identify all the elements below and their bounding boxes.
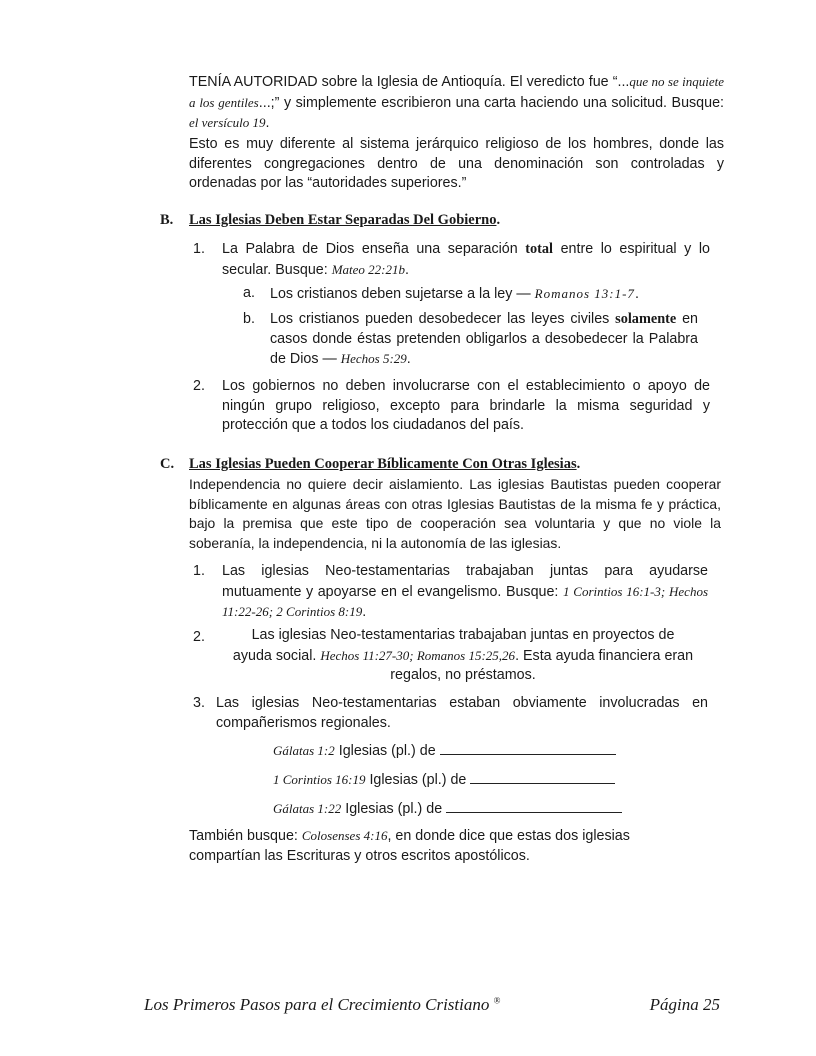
also-text: También busque: (189, 828, 302, 844)
intro-text: TENÍA AUTORIDAD sobre la Iglesia de Antioquía. El veredicto fue “... (189, 74, 630, 90)
section-c-title: Las Iglesias Pueden Cooperar Bíblicamente Con Otras Iglesias (189, 456, 577, 472)
section-b-item-1 (222, 240, 710, 280)
item-text-2: entre lo espiritual y lo secular. Busque: (222, 241, 710, 278)
period: . (634, 286, 639, 302)
fill-in-line-2 (273, 769, 615, 791)
section-c-intro: Independencia no quiere decir aislamiento. Las iglesias Bautistas pueden cooperar bíblicamente en algunas áreas con otras Iglesias Bautistas de la misma fe y práctica, bajo la premisa que este tipo de cooperación sea voluntaria y que no viole la soberanía, la independencia, ni la autonomía de las iglesias. (189, 476, 721, 551)
intro-verse-ref: el versículo 19 (189, 115, 266, 130)
section-c-item-1-number: 1. (193, 563, 205, 579)
footer-title-text: Los Primeros Pasos para el Crecimiento Cristiano (144, 995, 490, 1014)
verse-ref: Gálatas 1:2 (273, 743, 335, 758)
fill-blank[interactable] (470, 769, 615, 784)
sub-item-b (270, 310, 698, 370)
section-c-item-2 (232, 626, 694, 686)
sub-item-a (270, 284, 710, 305)
also-text-2: , en donde dice que estas dos iglesias compartían las Escrituras y otros escritos apostólicos. (189, 828, 630, 864)
section-c-item-2-number: 2. (193, 629, 205, 645)
sub-b-text-2: en casos donde éstas pretenden obligarlos a desobedecer la Palabra de Dios — (270, 311, 699, 367)
verse-ref: Colosenses 4:16 (301, 828, 388, 843)
intro-paragraph-1 (189, 72, 724, 134)
sub-b-text: Los cristianos pueden desobedecer las leyes civiles (270, 311, 616, 327)
footer-title (144, 995, 500, 1015)
section-c-item-3-number: 3. (193, 695, 205, 711)
section-b-heading (189, 211, 500, 230)
section-c-item-1 (222, 562, 708, 623)
section-b-title: Las Iglesias Deben Estar Separadas Del Gobierno (189, 212, 497, 228)
also-see-paragraph (189, 826, 681, 866)
verse-ref: Hechos 5:29 (340, 351, 407, 366)
section-b-item-2: Los gobiernos no deben involucrarse con el establecimiento o apoyo de ningún grupo religioso, excepto para brindarle la misma seguridad y protección que a todos los ciudadanos del país. (222, 378, 710, 433)
section-b-item-1-number: 1. (193, 241, 205, 257)
verse-ref: Romanos 13:1-7 (534, 286, 635, 301)
sub-b-letter: b. (243, 311, 255, 327)
fill-blank[interactable] (440, 740, 616, 755)
section-c-letter: C. (160, 456, 175, 472)
page-number: Página 25 (649, 995, 720, 1014)
item-text: Las iglesias Neo-testamentarias trabajaban juntas para ayudarse mutuamente y apoyarse en el evangelismo. Busque: (222, 563, 708, 600)
verse-ref: 1 Corintios 16:1-3; Hechos 11:22-26; 2 Corintios 8:19 (222, 583, 709, 619)
verse-ref: Mateo 22:21b (331, 261, 405, 277)
fill-label: Iglesias (pl.) de (341, 801, 447, 817)
registered-mark: ® (493, 995, 501, 1006)
verse-ref: Hechos 11:27-30; Romanos 15:25,26 (320, 647, 516, 663)
period: . (362, 604, 367, 620)
verse-ref: 1 Corintios 16:19 (273, 772, 366, 787)
intro-text-2: ...;” y simplemente escribieron una carta haciendo una solicitud. Busque: (258, 94, 724, 111)
section-c-heading (189, 455, 580, 474)
fill-in-line-1 (273, 740, 616, 762)
section-b-letter: B. (160, 212, 174, 228)
bold-word: solamente (615, 311, 677, 327)
fill-blank[interactable] (446, 798, 622, 813)
item-text: La Palabra de Dios enseña una separación (222, 241, 526, 257)
sub-a-text: Los cristianos deben sujetarse a la ley — (270, 286, 535, 302)
section-b-item-2-number: 2. (193, 378, 205, 394)
item-text-2: . Esta ayuda financiera eran regalos, no préstamos. (390, 647, 694, 683)
section-b-title-end: . (496, 212, 501, 228)
item-text: Las iglesias Neo-testamentarias trabajaban juntas en proyectos de ayuda social. (232, 627, 675, 664)
period: . (406, 351, 411, 367)
fill-label: Iglesias (pl.) de (365, 772, 471, 788)
intro-paragraph-2: Esto es muy diferente al sistema jerárquico religioso de los hombres, donde las diferentes congregaciones dentro de una denominación son controladas y ordenadas por las “autoridades superiores.” (189, 136, 724, 191)
section-c-item-3: Las iglesias Neo-testamentarias estaban obviamente involucradas en compañerismos regionales. (216, 695, 708, 731)
verse-ref: Gálatas 1:22 (273, 801, 342, 816)
section-c-title-end: . (576, 456, 581, 472)
intro-period: . (265, 115, 270, 131)
bold-word: total (525, 241, 554, 257)
period: . (404, 261, 409, 278)
fill-in-line-3 (273, 798, 622, 820)
fill-label: Iglesias (pl.) de (334, 743, 440, 759)
intro-quote: que no se inquiete a los gentiles (189, 74, 724, 110)
sub-a-letter: a. (243, 285, 255, 301)
